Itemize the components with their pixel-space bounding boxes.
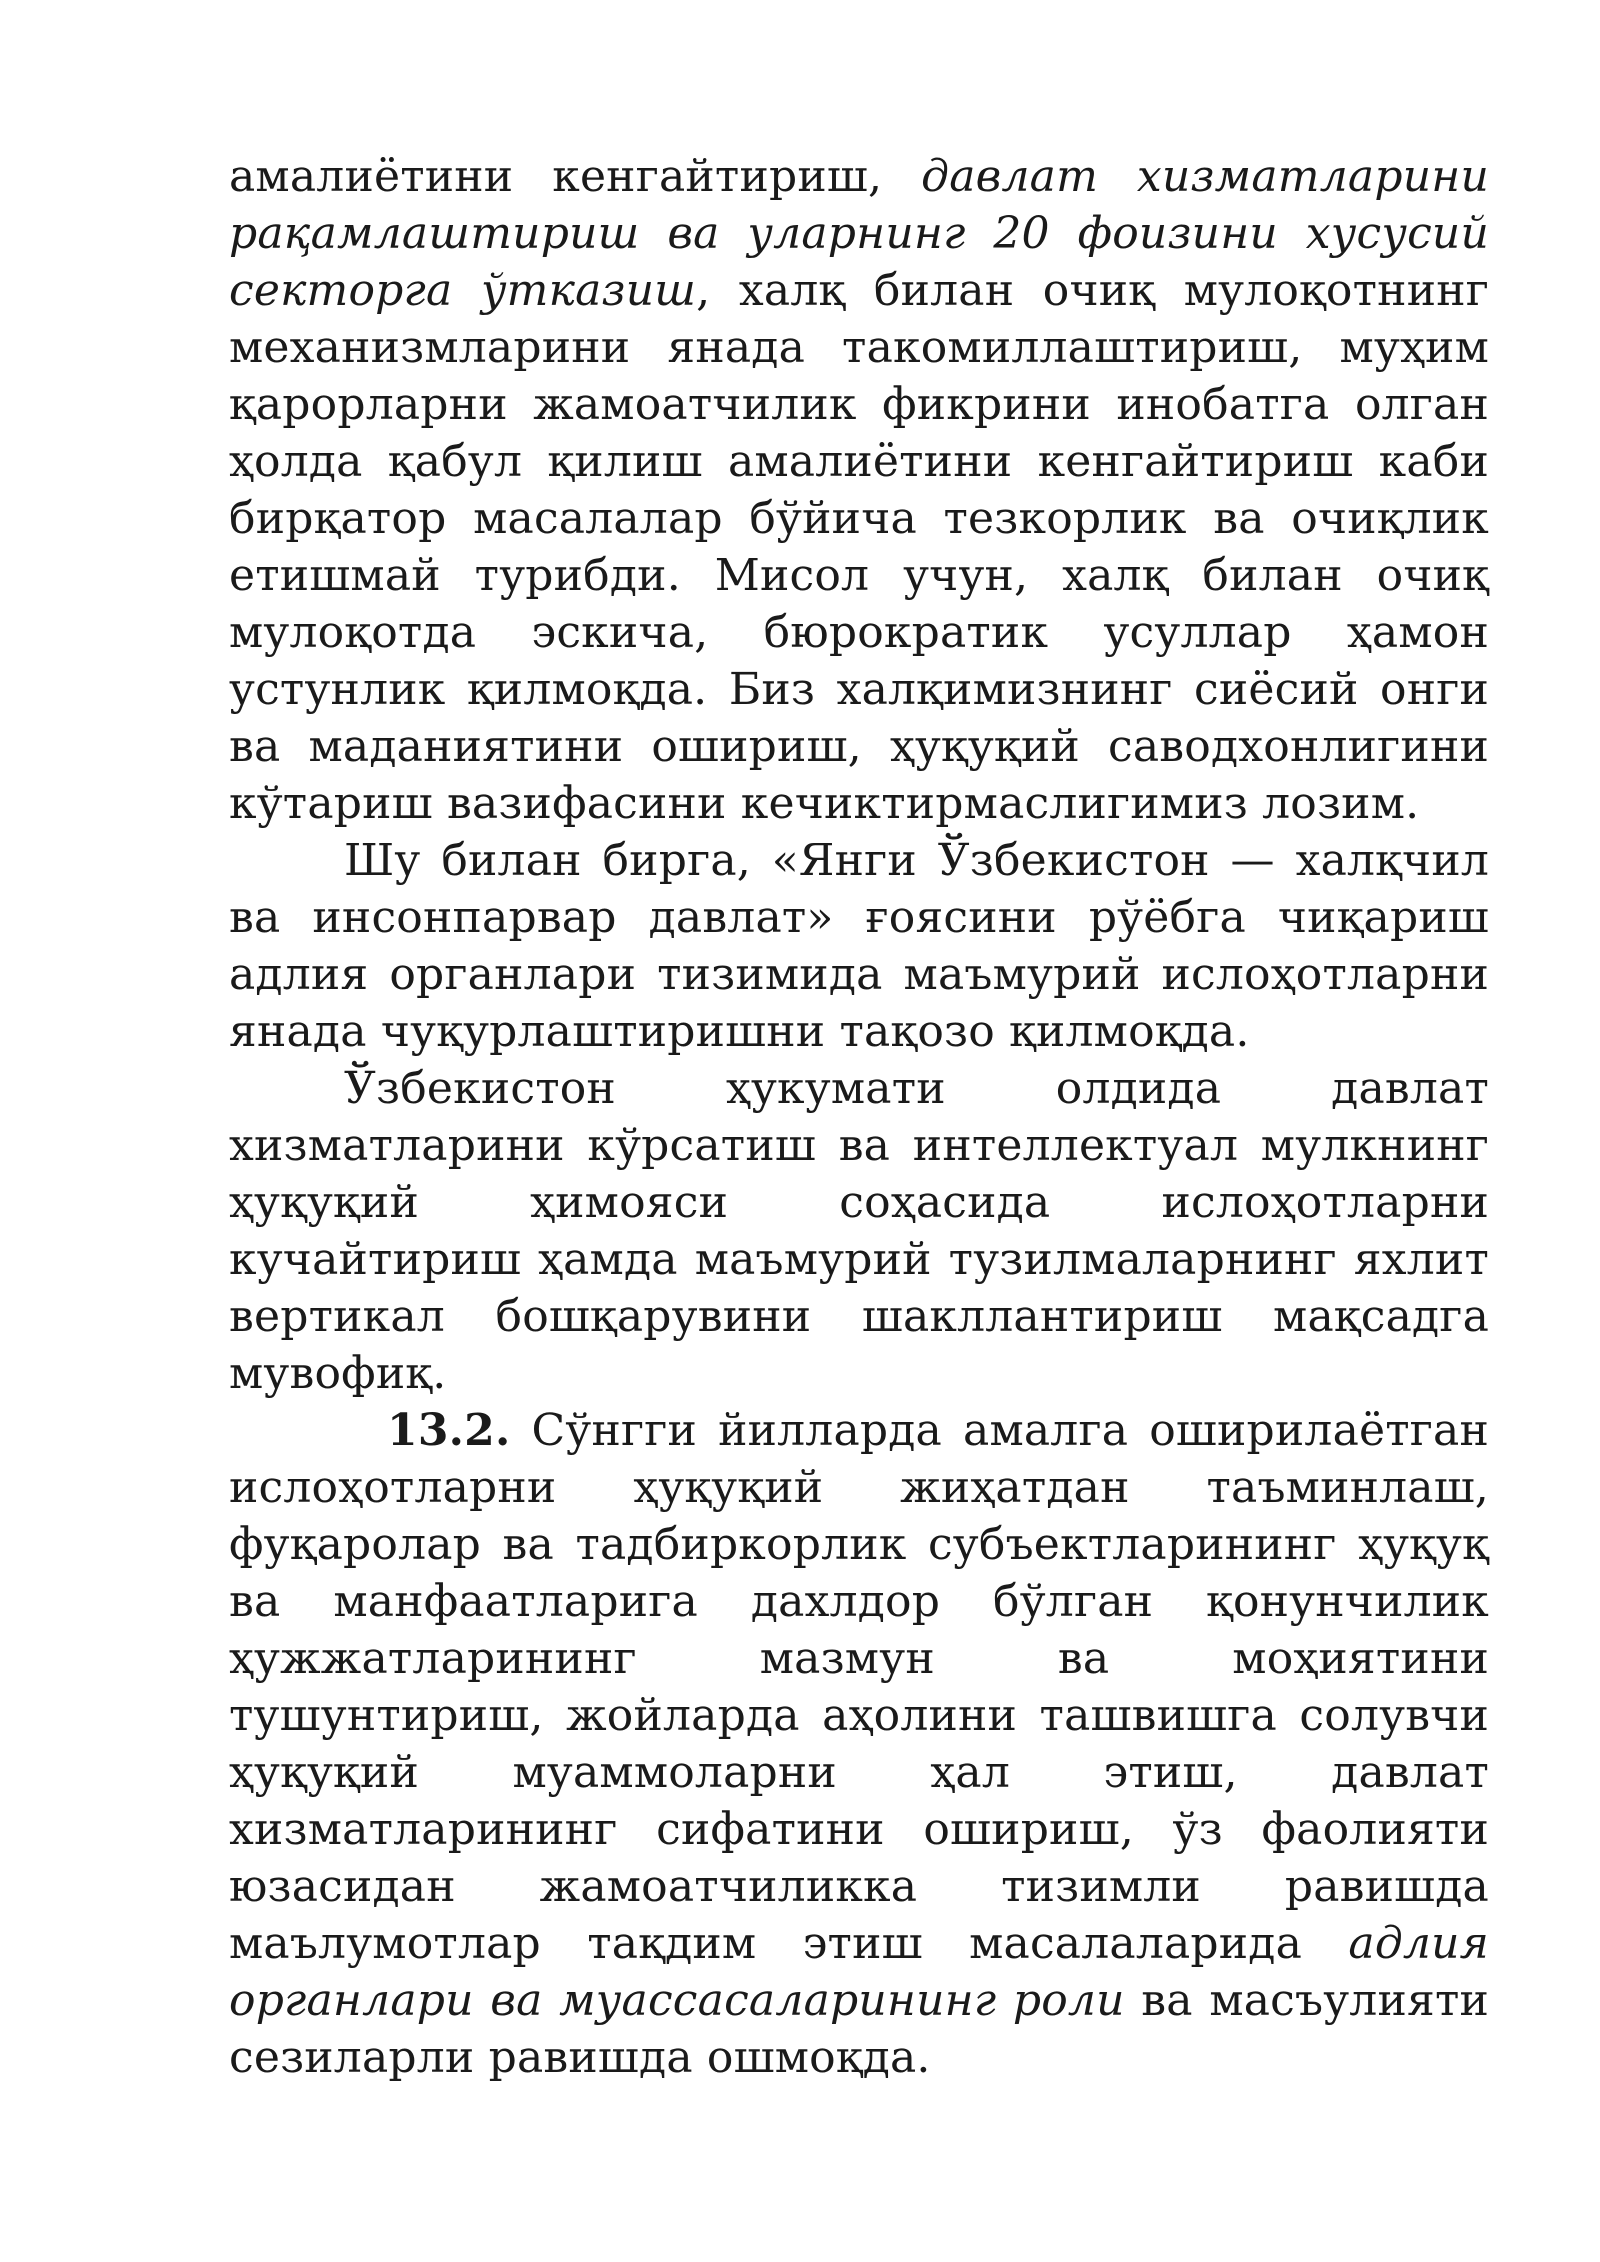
paragraph-new-uzbekistan: Шу билан бирга, «Янги Ўзбекистон — халқчил ва инсонпарвар давлат» ғоясини рўёбга чиқариш адлия органлари тизимида маъмурий ислоҳотларни янада чуқурлаштиришни тақозо қилмоқда.: [229, 835, 1489, 1057]
document-body: [229, 148, 1489, 2086]
italic-emphasis: адлия органлари ва муассасаларининг роли: [229, 1918, 1489, 2026]
paragraph-text: амалиётини кенгайтириш,: [229, 151, 922, 202]
section-number: 13.2.: [387, 1405, 511, 1456]
section-text: Сўнгги йилларда амалга оширилаётган ислоҳотларни ҳуқуқий жиҳатдан таъминлаш, фуқаролар ва тадбиркорлик субъектларининг ҳуқуқ ва манфаатларига дахлдор бўлган қонунчилик ҳужжатларининг мазмун ва моҳиятини тушунтириш, жойларда аҳолини ташвишга солувчи ҳуқуқий муаммоларни ҳал этиш, давлат хизматларининг сифатини ошириш, ўз фаолияти юзасидан жамоатчиликка тизимли равишда маълумотлар тақдим этиш масалаларида: [229, 1405, 1489, 1969]
section-13-2: [229, 1402, 1489, 2086]
italic-emphasis: давлат хизматларини рақамлаштириш ва уларнинг 20 фоизини хусусий секторга ўтказиш: [229, 151, 1489, 316]
paragraph-continuation: [229, 148, 1489, 832]
paragraph-government-reforms: Ўзбекистон ҳукумати олдида давлат хизматларини кўрсатиш ва интеллектуал мулкнинг ҳуқуқий ҳимояси соҳасида ислоҳотларни кучайтириш ҳамда маъмурий тузилмаларнинг яхлит вертикал бошқарувини шакллантириш мақсадга мувофиқ.: [229, 1063, 1489, 1399]
section-text: ва масъулияти сезиларли равишда ошмоқда.: [229, 1975, 1490, 2083]
paragraph-text: , халқ билан очиқ мулоқотнинг механизмларини янада такомиллаштириш, муҳим қарорларни жамоатчилик фикрини инобатга олган ҳолда қабул қилиш амалиётини кенгайтириш каби бирқатор масалалар бўйича тезкорлик ва очиқлик етишмай турибди. Мисол учун, халқ билан очиқ мулоқотда эскича, бюрократик усуллар ҳамон устунлик қилмоқда. Биз халқимизнинг сиёсий онги ва маданиятини ошириш, ҳуқуқий саводхонлигини кўтариш вазифасини кечиктирмаслигимиз лозим.: [229, 265, 1489, 829]
